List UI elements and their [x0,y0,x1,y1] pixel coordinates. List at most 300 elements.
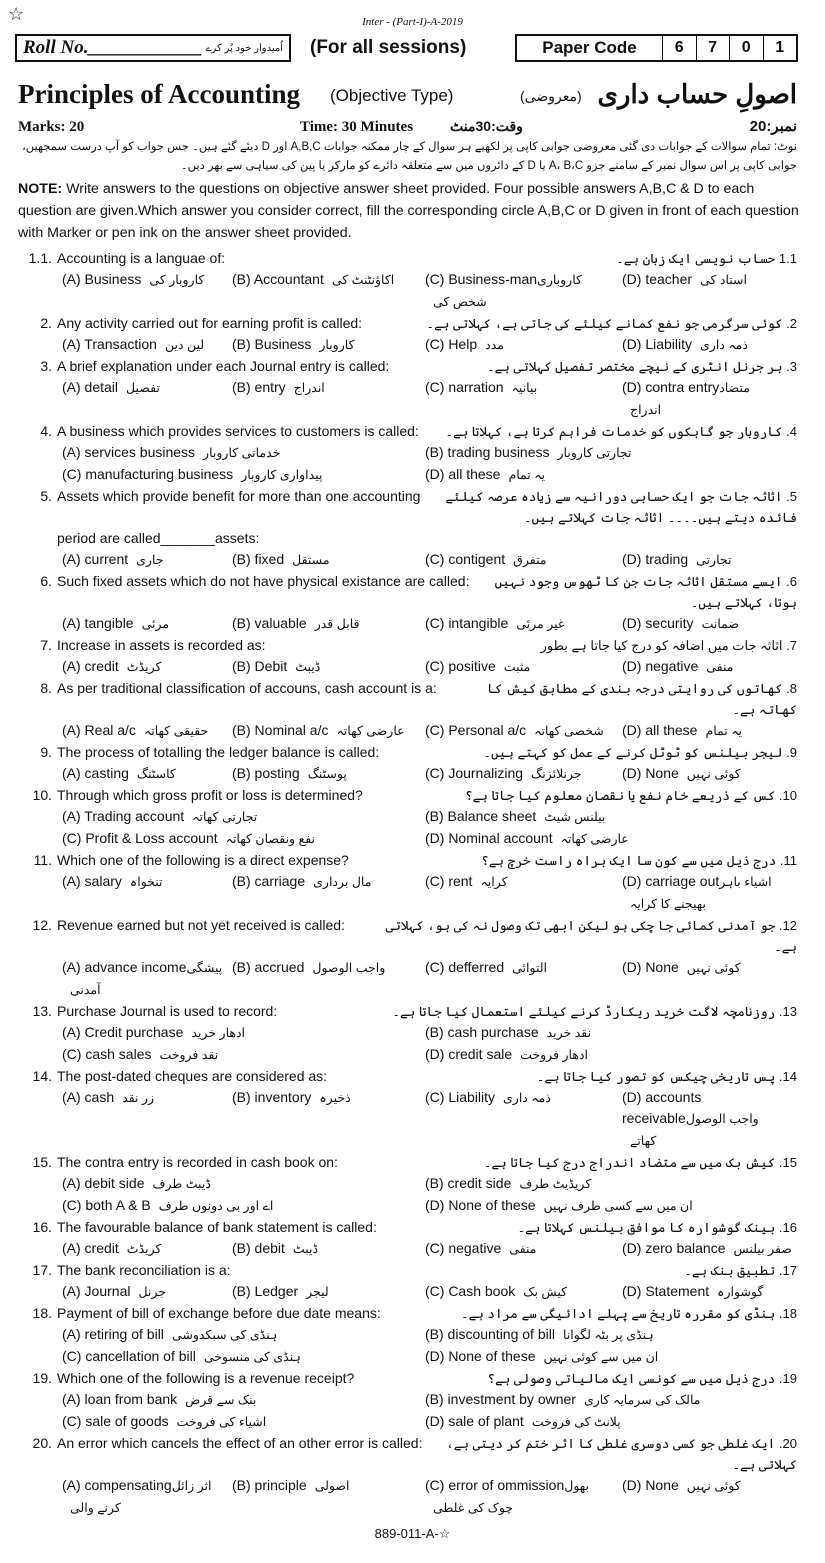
answer-option [622,957,800,1001]
option-label: (C) both A & B [62,1197,151,1213]
answer-option [232,269,425,313]
option-urdu: مرئی [141,617,170,631]
answer-option [62,1389,425,1411]
question-text: Such fixed assets which do not have physical existance are called: [57,573,470,589]
answer-option [622,269,800,313]
answer-option [622,613,800,635]
answer-option [425,828,800,850]
question-number: 11. [33,852,52,868]
note-label: NOTE: [18,181,63,197]
option-urdu: خدماتی کاروبار [203,446,281,460]
question-urdu: 13. روزنامچہ لاگت خرید ریکارڈ کرنے کیلئے استعمال کیا جاتا ہے۔ [392,1004,797,1019]
question-number: 15. [32,1154,52,1170]
option-label: (D) sale of plant [425,1413,524,1429]
option-label: (C) cancellation of bill [62,1348,196,1364]
time: Time: 30 Minutes [300,119,414,135]
option-label: (A) Journal [62,1283,131,1299]
question-row [0,678,825,720]
content-flow [0,138,825,1563]
option-urdu: منفی [509,1242,537,1256]
option-urdu: مثبت [503,660,531,674]
answer-options [0,334,825,356]
question [0,1001,825,1066]
question-number: 14. [32,1068,52,1084]
option-label: (C) Cash book [425,1283,516,1299]
answer-option [425,269,622,313]
question-urdu: 12. جو آمدنی کمائی جا چکی ہو لیکن ابھی تک وصول نہ کی ہو، کہلاتی ہے۔ [385,918,797,954]
answer-option [425,1173,800,1195]
question-text: Increase in assets is recorded as: [57,637,266,653]
answer-options [0,656,825,678]
question-urdu: 11. درج ذیل میں سے کون سا ایک براہ راست خرچ ہے؟ [481,853,797,868]
option-label: (B) inventory [232,1089,312,1105]
answer-option [62,806,425,828]
option-urdu: ادھار فروخت [520,1048,588,1062]
answer-option [425,549,622,571]
answer-option [622,656,800,678]
answer-option [425,1087,622,1152]
marks-urdu: نمبر:20 [749,118,797,135]
exam-line: Inter - (Part-I)-A-2019 [362,16,463,28]
option-label: (D) None of these [425,1348,536,1364]
option-urdu: کاروبار [319,338,355,352]
paper-code-digit: 0 [730,36,764,60]
question-urdu: 16. بینک گوشوارہ کا موافق بیلنس کہلاتا ہے۔ [517,1220,797,1235]
answer-option [622,549,800,571]
option-label: (D) teacher [622,271,693,287]
option-label: (D) contra entry [622,379,720,395]
option-label: (D) None [622,959,679,975]
option-urdu: کرایہ [480,875,508,889]
question-text: Through which gross profit or loss is determined? [57,787,363,803]
answer-option [425,1195,800,1217]
option-label: (D) accounts receivable [622,1089,702,1126]
answer-option [232,720,425,742]
option-urdu: یہ تمام [508,468,545,482]
answer-option [425,1411,800,1433]
option-urdu: ذمہ داری [700,338,748,352]
answer-option [62,464,425,486]
question-urdu: 19. درج ذیل میں سے کونسی ایک مالیاتی وصولی ہے؟ [487,1371,797,1386]
option-label: (A) Real a/c [62,722,136,738]
answer-option [622,1475,800,1519]
question [0,248,825,313]
option-urdu: نقد فروخت [159,1048,219,1062]
option-label: (C) Business-man [425,271,538,287]
option-urdu: کاسٹنگ [136,767,176,781]
answer-option [62,763,232,785]
option-urdu: استاد کی [700,273,747,287]
option-urdu: واجب الوصول کھاتے [630,1112,759,1148]
question-text: A brief explanation under each Journal entry is called: [57,358,390,374]
question [0,1217,825,1260]
option-urdu: جرنل [138,1285,167,1299]
option-label: (B) credit side [425,1175,512,1191]
option-urdu: اکاؤنٹنٹ کی [331,273,395,287]
option-urdu: غیر مرئی [516,617,565,631]
question-row [0,571,825,613]
question-text: The process of totalling the ledger balance is called: [57,744,380,760]
question-urdu: 1.1 حساب نویسی ایک زبان ہے۔ [616,251,797,266]
option-label: (B) principle [232,1477,307,1493]
answer-options [0,1475,825,1519]
option-urdu: اندراج [293,381,325,395]
option-label: (B) Debit [232,658,288,674]
option-urdu: کریڈٹ [126,1242,162,1256]
answer-option [622,1087,800,1152]
answer-option [622,1238,800,1260]
option-urdu: ڈیبٹ [292,1242,319,1256]
option-label: (D) None [622,765,679,781]
option-urdu: پلانٹ کی فروخت [531,1415,621,1429]
answer-option [62,1411,425,1433]
question-row [0,486,825,528]
option-label: (D) all these [622,722,698,738]
option-urdu: تجارتی [696,553,732,567]
option-urdu: تفصیل [126,381,160,395]
question-urdu: 2. کوئی سرگرمی جو نفع کمانے کیلئے کی جاتی ہے، کہلاتی ہے۔ [426,316,797,331]
question [0,356,825,421]
option-urdu: کوئی نہیں [686,1479,741,1493]
option-urdu: ڈیبٹ طرف [152,1177,211,1191]
question [0,1433,825,1519]
question-text: Purchase Journal is used to record: [57,1003,278,1019]
option-label: (A) compensating [62,1477,172,1493]
question-row [0,528,825,549]
question-number: 1.1. [28,250,52,266]
answer-option [62,269,232,313]
question-text: The favourable balance of bank statement is called: [57,1219,377,1235]
option-urdu: بیانیہ [511,381,538,395]
answer-option [62,871,232,915]
roll-number-box [15,34,291,62]
option-label: (A) Transaction [62,336,157,352]
option-label: (B) valuable [232,615,307,631]
question-number: 19. [32,1370,52,1386]
question-urdu: 20. ایک غلطی جو کسی دوسری غلطی کا اثر ختم کر دیتی ہے، کہلاتی ہے۔ [446,1436,797,1472]
option-urdu: نقد خرید [546,1026,592,1040]
option-label: (C) defferred [425,959,505,975]
question-number: 17. [32,1262,52,1278]
option-urdu: مالک کی سرمایہ کاری [583,1393,701,1407]
question-urdu: 18. ہنڈی کو مقررہ تاریخ سے پہلے ادائیگی سے مراد ہے۔ [460,1306,797,1321]
answer-option [425,871,622,915]
option-label: (A) casting [62,765,129,781]
option-urdu: گوشوارہ [717,1285,764,1299]
option-label: (A) retiring of bill [62,1326,164,1342]
answer-option [425,442,800,464]
option-urdu: ضمانت [701,617,739,631]
question [0,1303,825,1368]
option-label: (C) cash sales [62,1046,152,1062]
option-urdu: ہنڈی کی منسوخی [203,1350,301,1364]
option-label: (A) advance income [62,959,187,975]
question-urdu: 14. پس تاریخی چیکس کو تصور کیا جاتا ہے۔ [536,1069,797,1084]
option-urdu: کوئی نہیں [686,767,741,781]
option-urdu: لین دین [164,338,205,352]
option-label: (D) negative [622,658,699,674]
question-urdu: 9. لیجر بیلنس کو ٹوٹل کرنے کے عمل کو کہتے ہیں۔ [483,745,797,760]
option-label: (B) Business [232,336,312,352]
question [0,1066,825,1152]
paper-code-digit: 1 [775,39,785,56]
option-urdu: جرنلائزنگ [531,767,582,781]
answer-options [0,763,825,785]
question-text: Assets which provide benefit for more than one accounting [57,488,421,504]
answer-options [0,1022,825,1066]
question-row [0,1152,825,1173]
option-label: (D) None [622,1477,679,1493]
question-urdu: 6. ایسے مستقل اثاثہ جات جن کا ٹھوس وجود نہیں ہوتا، کہلاتے ہیں۔ [494,574,797,610]
objective-type: (Objective Type) [330,86,454,105]
question [0,1152,825,1217]
option-label: (D) carriage out [622,873,720,889]
question-number: 12. [32,917,52,933]
option-urdu: زر نقد [122,1091,155,1105]
option-label: (A) Trading account [62,808,185,824]
option-label: (C) contigent [425,551,506,567]
roll-urdu: اُمیدوار خود پُر کرے [205,42,283,54]
answer-option [62,377,232,421]
option-urdu: کوئی نہیں [686,961,741,975]
answer-option [62,442,425,464]
answer-option [425,1389,800,1411]
answer-option [62,334,232,356]
option-urdu: جاری [136,553,164,567]
question-row [0,1217,825,1238]
option-label: (B) fixed [232,551,285,567]
answer-option [425,656,622,678]
note-text: Write answers to the questions on objective answer sheet provided. Four possible answers A,B,C & D to each question are given.Which answer you consider correct, fill the corresponding circle A,B,C or D given in front of each question with Marker or pen ink on the answer sheet provided. [18,181,799,241]
option-label: (B) posting [232,765,300,781]
option-label: (B) accrued [232,959,305,975]
answer-option [425,1346,800,1368]
answer-options [0,1281,825,1303]
answer-option [62,1281,232,1303]
question-urdu: 10. کس کے ذریعے خام نفع یا نقصان معلوم کیا جاتا ہے؟ [464,788,797,803]
question [0,313,825,356]
marks: Marks: 20 [18,119,85,135]
option-label: (C) Personal a/c [425,722,527,738]
option-label: (A) Business [62,271,142,287]
answer-option [62,656,232,678]
answer-options [0,1324,825,1368]
answer-option [62,1195,425,1217]
option-label: (C) Journalizing [425,765,524,781]
option-urdu: پیشگی آمدنی [70,961,223,997]
option-urdu: شخصی کھاتہ [534,724,604,738]
option-label: (B) Nominal a/c [232,722,329,738]
option-label: (B) carriage [232,873,306,889]
answer-option [425,1238,622,1260]
answer-option [622,377,800,421]
answer-options [0,957,825,1001]
question-urdu: 5. اثاثہ جات جو ایک حسابی دورانیہ سے زیادہ عرصہ کیلئے فائدہ دیتے ہیں۔۔۔۔ اثاثہ جات کہلاتے ہیں۔ [445,489,797,525]
answer-option [232,763,425,785]
question-row [0,635,825,656]
option-urdu: التوائی [512,961,547,975]
answer-option [62,549,232,571]
option-label: (A) debit side [62,1175,145,1191]
question-urdu: 17. تطبیق بنک ہے۔ [684,1263,797,1278]
answer-option [622,763,800,785]
answer-options [0,1087,825,1152]
answer-options [0,549,825,571]
answer-option [622,1281,800,1303]
question-urdu: 3. ہر جرنل انٹری کے نیچے مختصر تفصیل کہلاتی ہے۔ [487,359,797,374]
answer-option [425,763,622,785]
question-row [0,850,825,871]
option-label: (C) manufacturing business [62,466,234,482]
option-urdu: پیداواری کاروبار [241,468,323,482]
question-number: 13. [32,1003,52,1019]
option-urdu: صفر بیلنس [733,1242,792,1256]
option-urdu: ہنڈی کی سبکدوشی [171,1328,278,1342]
option-label: (D) Liability [622,336,693,352]
question-number: 2. [40,315,52,331]
option-urdu: اشیاء کی فروخت [176,1415,267,1429]
option-label: (C) error of ommission [425,1477,565,1493]
question-row [0,1303,825,1324]
option-urdu: مستقل [292,553,330,567]
question-text: Any activity carried out for earning profit is called: [57,315,363,331]
answer-option [425,1044,800,1066]
option-urdu: منفی [706,660,734,674]
question-urdu: 7. اثاثہ جات میں اضافہ کو درج کیا جاتا ہے بطور [540,638,797,653]
option-urdu: اصولی [314,1479,350,1493]
time-urdu: وقت:30منٹ [450,118,523,134]
question [0,742,825,785]
question [0,1368,825,1433]
page-title: Principles of Accounting [18,79,300,109]
option-urdu: مال برداری [313,875,372,889]
option-urdu: اثر زائل کرنے والی [70,1479,212,1515]
answer-option [62,957,232,1001]
question-row [0,356,825,377]
question-row [0,742,825,763]
answer-option [232,1087,425,1152]
answer-option [425,957,622,1001]
question-row [0,421,825,442]
question [0,421,825,486]
option-urdu: حقیقی کھاتہ [143,724,209,738]
option-urdu: پوسٹنگ [307,767,347,781]
question-number: 6. [40,573,52,589]
question-urdu: 4. کاروبار جو گاہکوں کو خدمات فراہم کرتا ہے، کہلاتا ہے۔ [445,424,797,439]
answer-options [0,871,825,915]
answer-options [0,1389,825,1433]
answer-option [425,334,622,356]
option-urdu: کیش بک [523,1285,568,1299]
answer-options [0,377,825,421]
option-label: (A) loan from bank [62,1391,178,1407]
question [0,486,825,571]
question [0,915,825,1001]
option-label: (C) rent [425,873,473,889]
option-label: (D) credit sale [425,1046,513,1062]
option-urdu: تنخواہ [129,875,163,889]
option-label: (C) Liability [425,1089,496,1105]
answer-option [425,720,622,742]
urdu-subtitle: (معروضی) [520,88,582,104]
option-label: (C) sale of goods [62,1413,169,1429]
answer-options [0,720,825,742]
option-urdu: کاروباری شخص کی [433,273,582,309]
question-number: 10. [32,787,52,803]
question-row [0,915,825,957]
answer-option [232,1238,425,1260]
answer-option [62,1346,425,1368]
option-label: (D) Statement [622,1283,710,1299]
answer-options [0,269,825,313]
option-label: (C) intangible [425,615,509,631]
option-label: (C) negative [425,1240,502,1256]
question-text: period are called_______assets: [57,530,260,546]
note [18,178,808,244]
question-row [0,248,825,269]
answer-option [62,1044,425,1066]
question-number: 20. [32,1435,52,1451]
question-number: 7. [40,637,52,653]
question [0,785,825,850]
option-label: (A) Credit purchase [62,1024,184,1040]
star-icon: ☆ [8,4,25,24]
answer-option [232,377,425,421]
answer-option [232,334,425,356]
answer-option [622,871,800,915]
roll-label: Roll No.____________ [23,37,203,58]
option-urdu: واجب الوصول [312,961,386,975]
option-label: (B) investment by owner [425,1391,576,1407]
answer-option [622,720,800,742]
paper-code-label: Paper Code [517,36,663,60]
answer-option [232,549,425,571]
option-urdu: بیلنس شیٹ [544,810,606,824]
option-urdu: تجارتی کاروبار [557,446,632,460]
answer-option [425,613,622,635]
answer-option [62,828,425,850]
question-urdu: 15. کیش بک میں سے متضاد اندراج درج کیا جاتا ہے۔ [483,1155,797,1170]
question-row [0,1433,825,1475]
question-row [0,1368,825,1389]
answer-option [232,656,425,678]
option-urdu: نفع ونقصان کھاتہ [225,832,316,846]
option-label: (A) current [62,551,129,567]
question-number: 3. [40,358,52,374]
option-label: (D) Nominal account [425,830,553,846]
option-urdu: کاروبار کی [149,273,205,287]
answer-option [622,334,800,356]
option-label: (B) entry [232,379,286,395]
question-text: As per traditional classification of accouns, cash account is a: [57,680,437,696]
question-row [0,785,825,806]
answer-option [425,1281,622,1303]
question [0,571,825,635]
option-label: (A) detail [62,379,119,395]
option-label: (A) cash [62,1089,115,1105]
answer-option [62,1022,425,1044]
option-urdu: متضاد اندراج [630,381,750,417]
question-text: Which one of the following is a revenue receipt? [57,1370,355,1386]
option-urdu: بھول چوک کی غلطی [433,1479,590,1515]
option-label: (A) services business [62,444,196,460]
option-label: (A) credit [62,658,119,674]
option-urdu: ڈیبٹ [295,660,321,674]
option-label: (C) Profit & Loss account [62,830,218,846]
option-label: (D) zero balance [622,1240,726,1256]
option-urdu: یہ تمام [705,724,742,738]
question [0,850,825,915]
